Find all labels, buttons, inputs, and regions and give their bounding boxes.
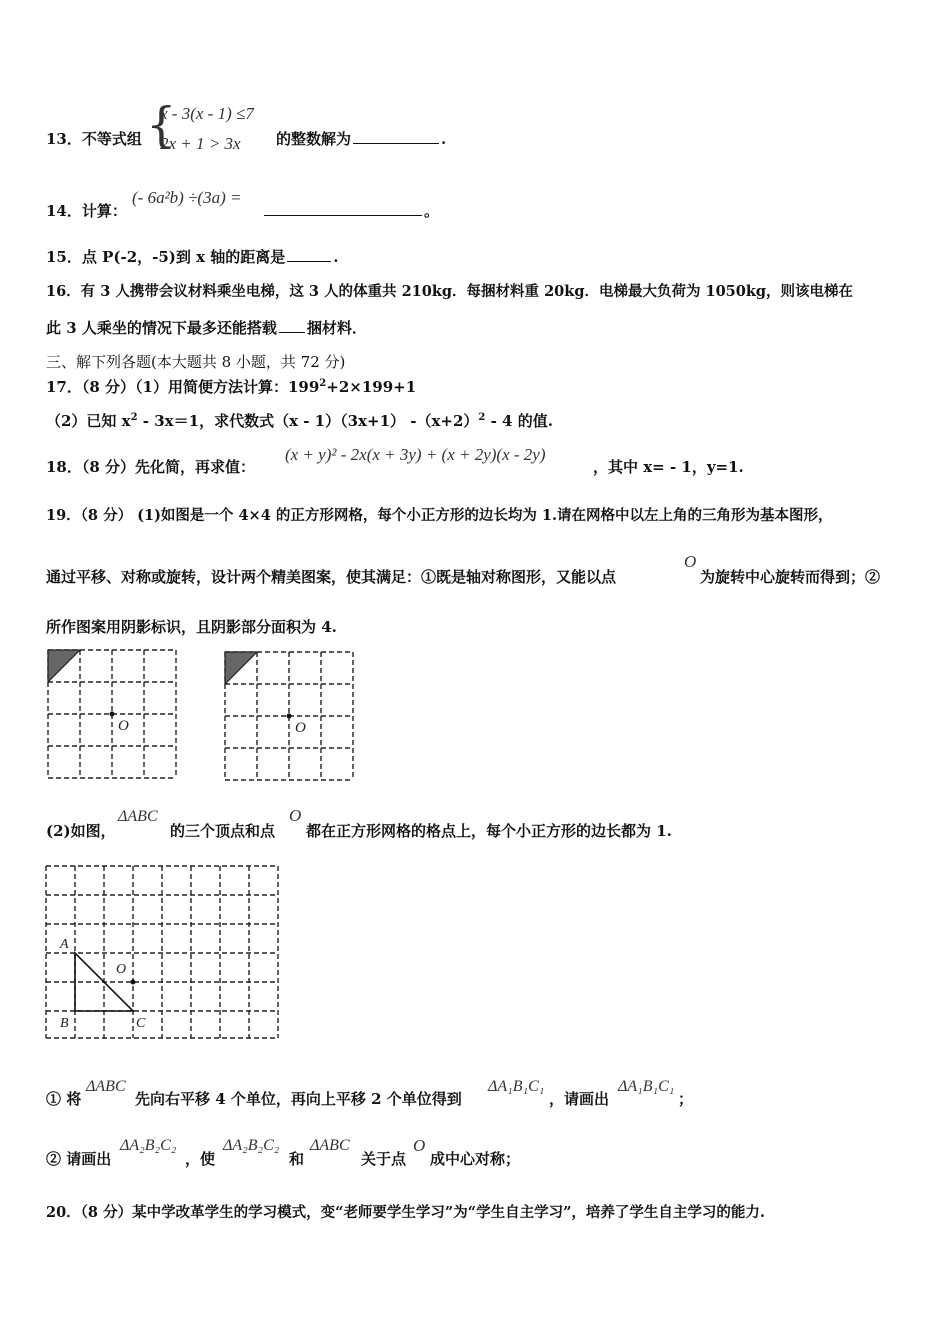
q19-sub2-d: 关于点 [361,1150,407,1168]
q19-sub1-abc: ΔABC [86,1078,126,1095]
q19-grid-1 [46,648,180,780]
q19-sub2-e: 成中心对称； [430,1150,521,1168]
q14-label: 计算： [81,202,127,220]
q14-number: 14． [46,202,82,220]
q17-part2-sup: 2 [130,412,138,423]
q17-part2-b: - 3x＝1，求代数式（x - 1）（3x+1） -（x+2） [137,412,479,430]
q13-answer-blank [353,142,439,144]
q14-answer-blank [264,214,422,216]
q19-part2-b: 的三个顶点和点 [170,822,276,840]
q19-line-2b: 为旋转中心旋转而得到；② [700,568,881,586]
q15-line [46,246,339,267]
q18-prefix: 18．（8 分）先化简，再求值： [46,458,256,476]
q19-sub1-c: ，请画出 [549,1090,610,1108]
q14-end: 。 [424,202,440,220]
q13-inequality-1: x - 3(x - 1) ≤7 [160,104,254,123]
q19-line-3: 所作图案用阴影标识，且阴影部分面积为 4. [46,618,337,636]
q19-sub1-a1b1c1: ΔA₁B₁C₁ [488,1078,545,1095]
q17-line-2 [46,410,553,431]
q19-part2-abc: ΔABC [118,808,158,825]
q16-text-a: 此 3 人乘坐的情况下最多还能搭载 [46,319,277,337]
q15-end: . [333,248,339,266]
q19-sub2-a2b2c2: ΔA₂B₂C₂ [120,1137,177,1154]
q14-answer-line [262,200,439,221]
q16-line-1: 16．有 3 人携带会议材料乘坐电梯，这 3 人的体重共 210kg．每捆材料重 20kg．电梯最大负荷为 1050kg，则该电梯在 [46,283,854,300]
q19-sub2-b: ，使 [185,1150,216,1168]
q19-grid-abc [40,860,286,1044]
q19-sub2-a: ② 请画出 [46,1150,112,1168]
q19-part2-point-o: O [289,806,302,825]
q19-grid-2-point-o [287,714,292,719]
q19-grid-2-shaded-triangle [225,652,257,684]
section-3-title: 三、解下列各题(本大题共 8 小题，共 72 分) [46,353,346,371]
q13-end: . [441,130,447,148]
q16-text-b: 捆材料． [306,319,367,337]
q14-expression: (- 6a²b) ÷(3a) = [132,188,242,207]
label-o: O [116,962,127,977]
q17-part1-b: +2×199+1 [326,378,417,396]
q19-grid-2 [223,650,357,782]
q14-line [46,200,127,221]
q18-suffix: ，其中 x= - 1，y=1. [593,458,744,476]
q13-label: 不等式组 [81,130,142,148]
q17-part2-c: - 4 的值. [485,412,553,430]
q17-part1-sup: 2 [319,378,327,389]
q15-answer-blank [287,260,331,262]
q19-sub1-b: 先向右平移 4 个单位，再向上平移 2 个单位得到 [135,1090,462,1108]
q17-part1-a: 17．（8 分）（1）用简便方法计算：199 [46,378,320,396]
q19-line-2a: 通过平移、对称或旋转，设计两个精美图案，使其满足：①既是轴对称图形，又能以点 [46,568,617,586]
q19-grid-2-label-o: O [295,720,306,736]
q20-line: 20．（8 分）某中学改革学生的学习模式，变“老师要学生学习”为“学生自主学习”，培养了学生自主学习的能力. [46,1204,765,1221]
q13-inequality-2: 2x + 1 > 3x [160,134,241,153]
q13-number: 13． [46,130,82,148]
q19-sub2-c: 和 [289,1150,305,1168]
q13-brace: { [146,97,177,153]
q15-text: 15．点 P(-2，-5)到 x 轴的距离是 [46,248,286,266]
q13-suffix: 的整数解为 [276,130,352,148]
q16-line-2 [46,317,367,338]
q19-line-1: 19．（8 分） (1)如图是一个 4×4 的正方形网格，每个小正方形的边长均为 1.请在网格中以左上角的三角形为基本图形， [46,507,833,524]
q19-sub1-a: ① 将 [46,1090,82,1108]
q19-sub2-a2b2c2-2: ΔA₂B₂C₂ [223,1137,280,1154]
q19-grid-abc-point-o [131,980,136,985]
q17-line-1 [46,376,416,397]
label-c: C [136,1016,146,1031]
label-a: A [60,937,69,952]
q13-suffix-line [276,128,446,149]
label-b: B [60,1016,69,1031]
q17-part2-sup2: 2 [478,412,486,423]
q16-answer-blank [279,331,305,333]
q19-sub1-d: ； [678,1090,694,1108]
q19-grid-1-shaded-triangle [48,650,80,682]
q19-grid-1-label-o: O [118,718,129,734]
q19-part2-c: 都在正方形网格的格点上，每个小正方形的边长都为 1. [306,822,672,840]
q19-grid-1-point-o [110,712,115,717]
q19-sub2-point-o: O [413,1136,426,1155]
q19-sub2-abc: ΔABC [310,1137,350,1154]
q13-line [46,128,142,149]
q19-sub1-a1b1c1-2: ΔA₁B₁C₁ [618,1078,675,1095]
q19-part2-a: (2)如图， [46,822,116,840]
q18-expression: (x + y)² - 2x(x + 3y) + (x + 2y)(x - 2y) [285,445,546,464]
q17-part2-a: （2）已知 x [46,412,131,430]
q19-line-2-point-o: O [684,552,697,571]
